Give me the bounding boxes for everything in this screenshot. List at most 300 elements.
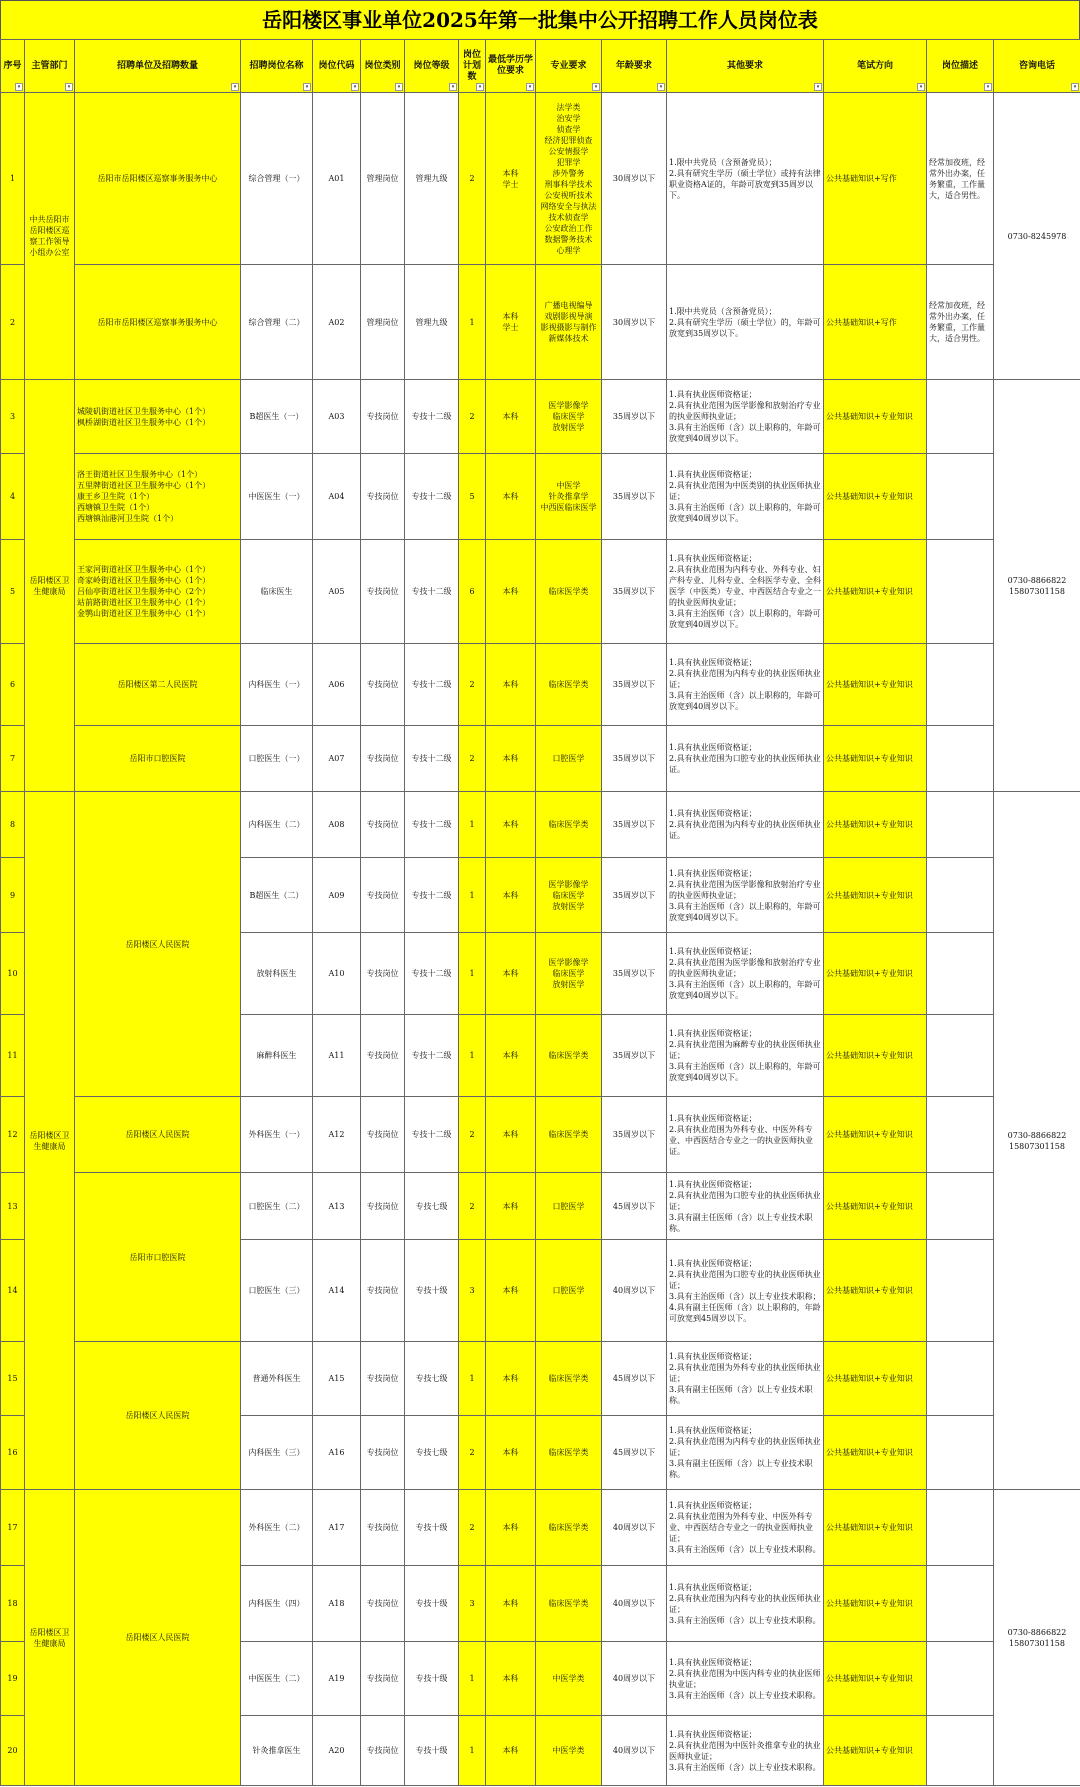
desc-cell[interactable] <box>927 1716 994 1786</box>
level-cell[interactable] <box>405 1173 459 1240</box>
age-cell[interactable] <box>602 1566 667 1642</box>
header-level[interactable]: 岗位等级 ▾ <box>405 40 459 93</box>
code-cell[interactable] <box>313 1015 361 1097</box>
code-cell[interactable] <box>313 792 361 858</box>
other-cell[interactable] <box>667 858 824 933</box>
major-cell[interactable] <box>536 454 602 540</box>
age-cell[interactable] <box>602 858 667 933</box>
age-cell[interactable] <box>602 454 667 540</box>
header-age[interactable]: 年龄要求 ▾ <box>602 40 667 93</box>
plan-cell[interactable] <box>459 1566 486 1642</box>
edu-cell[interactable] <box>486 1642 536 1716</box>
age-cell[interactable] <box>602 726 667 792</box>
filter-dropdown-icon[interactable]: ▾ <box>657 83 665 91</box>
exam-cell[interactable] <box>824 1416 927 1490</box>
seq-cell[interactable] <box>1 933 25 1015</box>
desc-cell[interactable] <box>927 265 994 380</box>
post-cell[interactable] <box>241 265 313 380</box>
desc-cell[interactable] <box>927 1342 994 1416</box>
code-cell[interactable] <box>313 644 361 726</box>
other-cell-text: 1.具有执业医师资格证； 2.具有执业范围为内科专业的执业医师执业证。 <box>669 809 821 840</box>
post-cell[interactable] <box>241 1173 313 1240</box>
plan-cell[interactable] <box>459 1015 486 1097</box>
exam-cell[interactable] <box>824 858 927 933</box>
exam-cell[interactable] <box>824 93 927 265</box>
filter-dropdown-icon[interactable]: ▾ <box>984 83 992 91</box>
edu-cell[interactable] <box>486 1097 536 1173</box>
plan-cell[interactable] <box>459 93 486 265</box>
major-cell[interactable] <box>536 1342 602 1416</box>
major-cell[interactable] <box>536 1716 602 1786</box>
other-cell[interactable] <box>667 1490 824 1566</box>
exam-cell[interactable] <box>824 933 927 1015</box>
age-cell[interactable] <box>602 93 667 265</box>
major-cell[interactable] <box>536 380 602 454</box>
seq-cell[interactable] <box>1 1416 25 1490</box>
exam-cell[interactable] <box>824 1642 927 1716</box>
seq-cell[interactable] <box>1 1015 25 1097</box>
code-cell[interactable] <box>313 726 361 792</box>
age-cell[interactable] <box>602 1490 667 1566</box>
cat-cell[interactable] <box>361 1173 405 1240</box>
level-cell[interactable] <box>405 1240 459 1342</box>
edu-cell[interactable] <box>486 454 536 540</box>
seq-cell[interactable] <box>1 858 25 933</box>
exam-cell[interactable] <box>824 380 927 454</box>
post-cell[interactable] <box>241 644 313 726</box>
other-cell[interactable] <box>667 1173 824 1240</box>
filter-dropdown-icon[interactable]: ▾ <box>303 83 311 91</box>
edu-cell[interactable] <box>486 1490 536 1566</box>
seq-cell[interactable] <box>1 726 25 792</box>
header-dept[interactable]: 主管部门 ▾ <box>25 40 75 93</box>
level-cell[interactable] <box>405 1490 459 1566</box>
filter-dropdown-icon[interactable]: ▾ <box>351 83 359 91</box>
cat-cell[interactable] <box>361 454 405 540</box>
level-cell[interactable] <box>405 1097 459 1173</box>
unit-cell[interactable] <box>75 265 241 380</box>
major-cell[interactable] <box>536 858 602 933</box>
level-cell[interactable] <box>405 1015 459 1097</box>
header-other[interactable]: 其他要求 ▾ <box>667 40 824 93</box>
unit-cell[interactable] <box>75 1097 241 1173</box>
level-cell[interactable] <box>405 265 459 380</box>
edu-cell[interactable] <box>486 380 536 454</box>
filter-dropdown-icon[interactable]: ▾ <box>231 83 239 91</box>
exam-cell[interactable] <box>824 644 927 726</box>
level-cell[interactable] <box>405 540 459 644</box>
level-cell[interactable] <box>405 1566 459 1642</box>
desc-cell[interactable] <box>927 1240 994 1342</box>
desc-cell[interactable] <box>927 1416 994 1490</box>
cat-cell[interactable] <box>361 265 405 380</box>
phone-cell[interactable] <box>994 380 1080 792</box>
plan-cell[interactable] <box>459 1490 486 1566</box>
seq-cell[interactable] <box>1 1566 25 1642</box>
major-cell[interactable] <box>536 726 602 792</box>
other-cell[interactable] <box>667 1642 824 1716</box>
other-cell[interactable] <box>667 1342 824 1416</box>
level-cell[interactable] <box>405 380 459 454</box>
other-cell-text: 1.具有执业医师资格证； 2.具有执业范围为内科专业的执业医师执业证； 3.具有主治医师（含）以上专业技术职称。 <box>669 1582 821 1625</box>
filter-dropdown-icon[interactable]: ▾ <box>449 83 457 91</box>
header-desc[interactable]: 岗位描述 ▾ <box>927 40 994 93</box>
exam-cell[interactable] <box>824 792 927 858</box>
level-cell[interactable] <box>405 644 459 726</box>
code-cell[interactable] <box>313 1342 361 1416</box>
plan-cell[interactable] <box>459 540 486 644</box>
desc-cell[interactable] <box>927 454 994 540</box>
age-cell[interactable] <box>602 380 667 454</box>
age-cell[interactable] <box>602 1716 667 1786</box>
major-cell[interactable] <box>536 933 602 1015</box>
desc-cell[interactable] <box>927 1642 994 1716</box>
other-cell[interactable] <box>667 726 824 792</box>
cat-cell[interactable] <box>361 1642 405 1716</box>
filter-dropdown-icon[interactable]: ▾ <box>1071 83 1079 91</box>
plan-cell[interactable] <box>459 1716 486 1786</box>
cat-cell[interactable] <box>361 1716 405 1786</box>
major-cell[interactable] <box>536 1490 602 1566</box>
dept-cell[interactable] <box>25 380 75 792</box>
cat-cell[interactable] <box>361 1416 405 1490</box>
exam-cell[interactable] <box>824 1716 927 1786</box>
filter-dropdown-icon[interactable]: ▾ <box>592 83 600 91</box>
age-cell[interactable] <box>602 1097 667 1173</box>
seq-cell[interactable] <box>1 1097 25 1173</box>
age-cell[interactable] <box>602 644 667 726</box>
post-cell[interactable] <box>241 1642 313 1716</box>
cat-cell[interactable] <box>361 1097 405 1173</box>
desc-cell[interactable] <box>927 792 994 858</box>
unit-cell[interactable] <box>75 726 241 792</box>
post-cell[interactable] <box>241 792 313 858</box>
seq-cell[interactable] <box>1 1642 25 1716</box>
plan-cell[interactable] <box>459 1173 486 1240</box>
cat-cell[interactable] <box>361 1015 405 1097</box>
seq-cell[interactable] <box>1 792 25 858</box>
seq-cell[interactable] <box>1 644 25 726</box>
post-cell[interactable] <box>241 933 313 1015</box>
plan-cell[interactable] <box>459 1097 486 1173</box>
exam-cell[interactable] <box>824 1342 927 1416</box>
desc-cell[interactable] <box>927 858 994 933</box>
post-cell[interactable] <box>241 1240 313 1342</box>
seq-cell-text: 3 <box>9 412 16 421</box>
header-edu[interactable]: 最低学历学位要求 ▾ <box>486 40 536 93</box>
post-cell[interactable] <box>241 1342 313 1416</box>
plan-cell[interactable] <box>459 858 486 933</box>
phone-cell[interactable] <box>994 93 1080 380</box>
exam-cell[interactable] <box>824 454 927 540</box>
edu-cell[interactable] <box>486 1173 536 1240</box>
seq-cell[interactable] <box>1 1716 25 1786</box>
desc-cell[interactable] <box>927 1097 994 1173</box>
edu-cell[interactable] <box>486 1716 536 1786</box>
other-cell[interactable] <box>667 1240 824 1342</box>
post-cell[interactable] <box>241 726 313 792</box>
code-cell[interactable] <box>313 540 361 644</box>
age-cell[interactable] <box>602 1173 667 1240</box>
edu-cell[interactable] <box>486 1015 536 1097</box>
major-cell[interactable] <box>536 1173 602 1240</box>
cat-cell[interactable] <box>361 93 405 265</box>
exam-cell[interactable] <box>824 726 927 792</box>
filter-dropdown-icon[interactable]: ▾ <box>526 83 534 91</box>
age-cell[interactable] <box>602 1416 667 1490</box>
desc-cell[interactable] <box>927 1173 994 1240</box>
cat-cell[interactable] <box>361 380 405 454</box>
major-cell[interactable] <box>536 265 602 380</box>
other-cell[interactable] <box>667 265 824 380</box>
header-major[interactable]: 专业要求 ▾ <box>536 40 602 93</box>
other-cell[interactable] <box>667 644 824 726</box>
filter-dropdown-icon[interactable]: ▾ <box>15 83 23 91</box>
plan-cell[interactable] <box>459 726 486 792</box>
cat-cell[interactable] <box>361 1342 405 1416</box>
level-cell[interactable] <box>405 726 459 792</box>
unit-cell[interactable] <box>75 93 241 265</box>
dept-cell[interactable] <box>25 792 75 1490</box>
dept-cell[interactable] <box>25 1490 75 1786</box>
edu-cell[interactable] <box>486 792 536 858</box>
level-cell[interactable] <box>405 933 459 1015</box>
post-cell[interactable] <box>241 1015 313 1097</box>
edu-cell[interactable] <box>486 93 536 265</box>
plan-cell[interactable] <box>459 1416 486 1490</box>
desc-cell[interactable] <box>927 380 994 454</box>
cat-cell[interactable] <box>361 644 405 726</box>
code-cell-text: A13 <box>328 1201 345 1211</box>
exam-cell[interactable] <box>824 540 927 644</box>
header-seq[interactable]: 序号 ▾ <box>1 40 25 93</box>
age-cell[interactable] <box>602 1015 667 1097</box>
post-cell[interactable] <box>241 1716 313 1786</box>
seq-cell[interactable] <box>1 380 25 454</box>
desc-cell[interactable] <box>927 726 994 792</box>
seq-cell[interactable] <box>1 540 25 644</box>
post-cell[interactable] <box>241 858 313 933</box>
plan-cell[interactable] <box>459 1342 486 1416</box>
level-cell[interactable] <box>405 454 459 540</box>
seq-cell[interactable] <box>1 1342 25 1416</box>
seq-cell[interactable] <box>1 265 25 380</box>
exam-cell[interactable] <box>824 1097 927 1173</box>
post-cell[interactable] <box>241 93 313 265</box>
level-cell-text: 专技七级 <box>415 1374 448 1383</box>
edu-cell[interactable] <box>486 1416 536 1490</box>
seq-cell[interactable] <box>1 1240 25 1342</box>
desc-cell[interactable] <box>927 933 994 1015</box>
age-cell[interactable] <box>602 265 667 380</box>
code-cell[interactable] <box>313 1642 361 1716</box>
phone-cell[interactable] <box>994 1490 1080 1786</box>
edu-cell[interactable] <box>486 933 536 1015</box>
other-cell[interactable] <box>667 1015 824 1097</box>
exam-cell[interactable] <box>824 1015 927 1097</box>
major-cell[interactable] <box>536 1566 602 1642</box>
header-unit[interactable]: 招聘单位及招聘数量 ▾ <box>75 40 241 93</box>
code-cell[interactable] <box>313 1716 361 1786</box>
edu-cell[interactable] <box>486 858 536 933</box>
exam-cell[interactable] <box>824 1566 927 1642</box>
level-cell[interactable] <box>405 1642 459 1716</box>
age-cell[interactable] <box>602 1642 667 1716</box>
plan-cell[interactable] <box>459 792 486 858</box>
header-phone[interactable]: 咨询电话 ▾ <box>994 40 1080 93</box>
age-cell[interactable] <box>602 1240 667 1342</box>
exam-cell[interactable] <box>824 265 927 380</box>
code-cell[interactable] <box>313 93 361 265</box>
seq-cell[interactable] <box>1 1173 25 1240</box>
exam-cell-text: 公共基础知识+专业知识 <box>826 1523 913 1532</box>
filter-dropdown-icon[interactable]: ▾ <box>814 83 822 91</box>
other-cell[interactable] <box>667 1716 824 1786</box>
cat-cell[interactable] <box>361 933 405 1015</box>
post-cell[interactable] <box>241 1566 313 1642</box>
exam-cell[interactable] <box>824 1490 927 1566</box>
post-cell[interactable] <box>241 380 313 454</box>
plan-cell[interactable] <box>459 933 486 1015</box>
desc-cell[interactable] <box>927 1566 994 1642</box>
edu-cell[interactable] <box>486 1566 536 1642</box>
cat-cell[interactable] <box>361 792 405 858</box>
edu-cell[interactable] <box>486 540 536 644</box>
plan-cell[interactable] <box>459 644 486 726</box>
header-code[interactable]: 岗位代码 ▾ <box>313 40 361 93</box>
other-cell[interactable] <box>667 1416 824 1490</box>
age-cell[interactable] <box>602 792 667 858</box>
seq-cell[interactable] <box>1 454 25 540</box>
plan-cell[interactable] <box>459 380 486 454</box>
filter-dropdown-icon[interactable]: ▾ <box>395 83 403 91</box>
unit-cell[interactable] <box>75 1342 241 1490</box>
unit-cell[interactable] <box>75 792 241 1097</box>
unit-cell[interactable] <box>75 644 241 726</box>
edu-cell[interactable] <box>486 644 536 726</box>
level-cell[interactable] <box>405 1342 459 1416</box>
plan-cell[interactable] <box>459 1240 486 1342</box>
filter-dropdown-icon[interactable]: ▾ <box>65 83 73 91</box>
cat-cell[interactable] <box>361 540 405 644</box>
major-cell[interactable] <box>536 792 602 858</box>
level-cell[interactable] <box>405 1716 459 1786</box>
code-cell[interactable] <box>313 1416 361 1490</box>
post-cell[interactable] <box>241 1490 313 1566</box>
major-cell[interactable] <box>536 1240 602 1342</box>
level-cell[interactable] <box>405 1416 459 1490</box>
header-post[interactable]: 招聘岗位名称 ▾ <box>241 40 313 93</box>
desc-cell[interactable] <box>927 1015 994 1097</box>
code-cell[interactable] <box>313 1566 361 1642</box>
unit-cell[interactable] <box>75 1490 241 1786</box>
header-exam[interactable]: 笔试方向 ▾ <box>824 40 927 93</box>
post-cell[interactable] <box>241 454 313 540</box>
code-cell[interactable] <box>313 933 361 1015</box>
code-cell[interactable] <box>313 1173 361 1240</box>
major-cell[interactable] <box>536 644 602 726</box>
cat-cell[interactable] <box>361 858 405 933</box>
code-cell[interactable] <box>313 265 361 380</box>
unit-cell-text: 岳阳楼区第二人民医院 <box>117 680 198 689</box>
post-cell[interactable] <box>241 1416 313 1490</box>
header-cat[interactable]: 岗位类别 ▾ <box>361 40 405 93</box>
code-cell[interactable] <box>313 1240 361 1342</box>
age-cell[interactable] <box>602 1342 667 1416</box>
edu-cell[interactable] <box>486 726 536 792</box>
level-cell[interactable] <box>405 792 459 858</box>
other-cell[interactable] <box>667 93 824 265</box>
seq-cell[interactable] <box>1 93 25 265</box>
level-cell[interactable] <box>405 858 459 933</box>
code-cell[interactable] <box>313 380 361 454</box>
major-cell[interactable] <box>536 1642 602 1716</box>
dept-cell[interactable] <box>25 93 75 380</box>
exam-cell[interactable] <box>824 1240 927 1342</box>
other-cell[interactable] <box>667 380 824 454</box>
major-cell[interactable] <box>536 93 602 265</box>
desc-cell[interactable] <box>927 1490 994 1566</box>
other-cell[interactable] <box>667 1566 824 1642</box>
major-cell[interactable] <box>536 1097 602 1173</box>
filter-dropdown-icon[interactable]: ▾ <box>917 83 925 91</box>
unit-cell[interactable] <box>75 380 241 454</box>
desc-cell[interactable] <box>927 93 994 265</box>
filter-dropdown-icon[interactable]: ▾ <box>476 83 484 91</box>
other-cell[interactable] <box>667 1097 824 1173</box>
edu-cell[interactable] <box>486 1240 536 1342</box>
age-cell[interactable] <box>602 933 667 1015</box>
unit-cell[interactable] <box>75 1173 241 1342</box>
post-cell[interactable] <box>241 540 313 644</box>
other-cell[interactable] <box>667 933 824 1015</box>
major-cell[interactable] <box>536 540 602 644</box>
unit-cell[interactable] <box>75 540 241 644</box>
code-cell[interactable] <box>313 1490 361 1566</box>
phone-cell[interactable] <box>994 792 1080 1490</box>
age-cell[interactable] <box>602 540 667 644</box>
plan-cell[interactable] <box>459 454 486 540</box>
edu-cell[interactable] <box>486 265 536 380</box>
header-plan[interactable]: 岗位计划数 ▾ <box>459 40 486 93</box>
cat-cell[interactable] <box>361 1566 405 1642</box>
plan-cell[interactable] <box>459 265 486 380</box>
code-cell-text: A20 <box>328 1746 345 1755</box>
cat-cell[interactable] <box>361 1490 405 1566</box>
code-cell[interactable] <box>313 454 361 540</box>
other-cell[interactable] <box>667 792 824 858</box>
exam-cell[interactable] <box>824 1173 927 1240</box>
desc-cell[interactable] <box>927 540 994 644</box>
post-cell-text: 内科医生（二） <box>248 820 305 829</box>
other-cell-text: 1.具有执业医师资格证； 2.具有执业范围为外科专业、中医外科专业、中西医结合专业之一的执业医师执业证； 3.具有主治医师（含）以上专业技术职称。 <box>669 1501 821 1554</box>
post-cell[interactable] <box>241 1097 313 1173</box>
unit-cell[interactable] <box>75 454 241 540</box>
other-cell[interactable] <box>667 540 824 644</box>
code-cell[interactable] <box>313 858 361 933</box>
desc-cell[interactable] <box>927 644 994 726</box>
level-cell[interactable] <box>405 93 459 265</box>
plan-cell[interactable] <box>459 1642 486 1716</box>
cat-cell[interactable] <box>361 726 405 792</box>
edu-cell[interactable] <box>486 1342 536 1416</box>
code-cell[interactable] <box>313 1097 361 1173</box>
major-cell[interactable] <box>536 1015 602 1097</box>
other-cell[interactable] <box>667 454 824 540</box>
seq-cell[interactable] <box>1 1490 25 1566</box>
cat-cell[interactable] <box>361 1240 405 1342</box>
major-cell[interactable] <box>536 1416 602 1490</box>
